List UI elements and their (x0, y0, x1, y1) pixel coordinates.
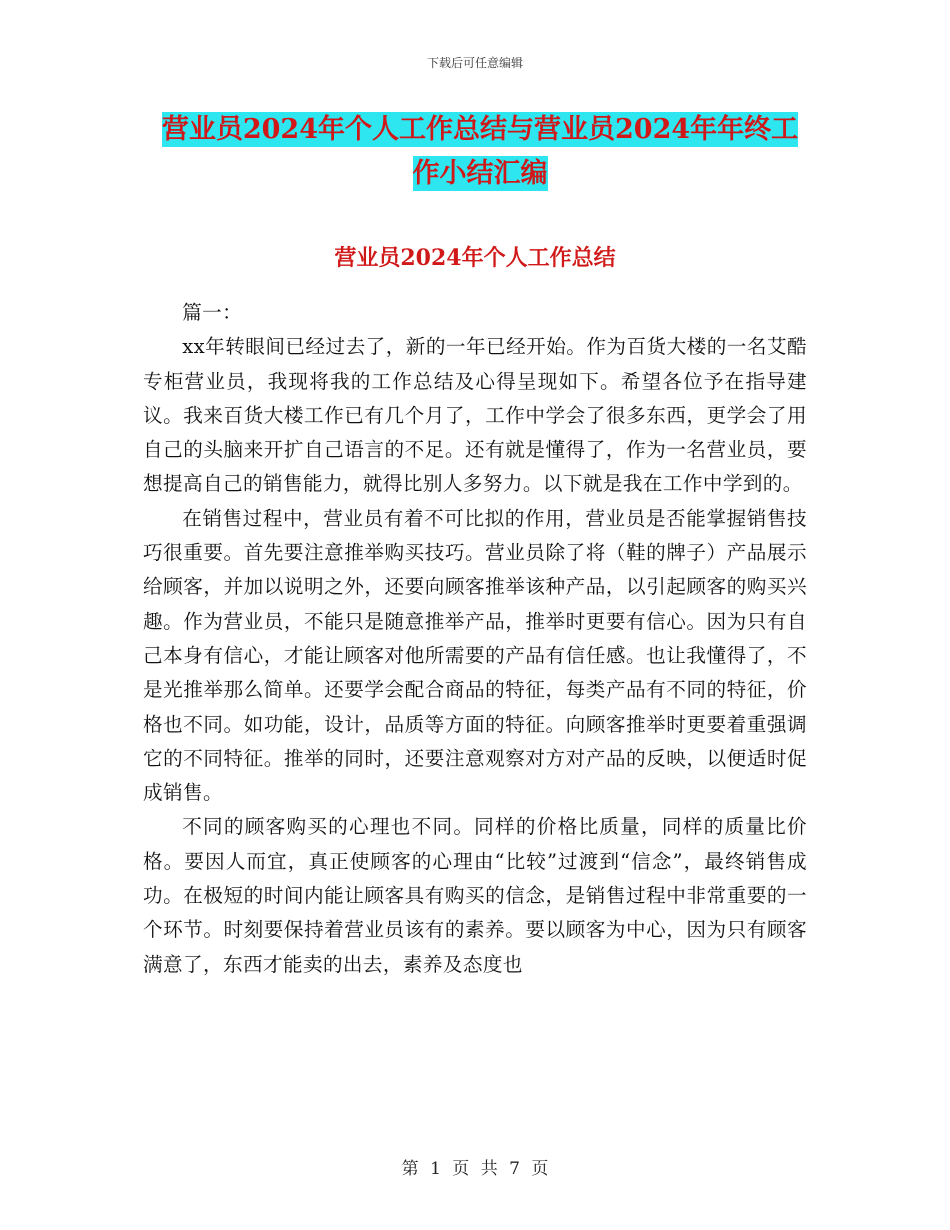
body-text (143, 296, 807, 982)
section-title: 营业员2024年个人工作总结 (334, 245, 616, 271)
title-line-1: 营业员2024年个人工作总结与营业员2024年年终工 (161, 114, 799, 145)
paragraph: 篇一： (182, 301, 243, 324)
paragraph: xx年转眼间已经过去了，新的一年已经开始。作为百货大楼的一名艾酷专柜营业员，我现将我的工作总结及心得呈现如下。希望各位予在指导建议。我来百货大楼工作已有几个月了，工作中学会了很多东西，更学会了用自己的头脑来开扩自己语言的不足。还有就是懂得了，作为一名营业员，要想提高自己的销售能力，就得比别人多努力。以下就是我在工作中学到的。 (143, 335, 807, 496)
header-note: 下载后可任意编辑 (426, 56, 523, 70)
page-footer: 第 1 页 共 7 页 (401, 1159, 549, 1179)
document-title (150, 108, 810, 196)
paragraph: 不同的顾客购买的心理也不同。同样的价格比质量，同样的质量比价格。要因人而宜，真正使顾客的心理由“比较”过渡到“信念”，最终销售成功。在极短的时间内能让顾客具有购买的信念，是销售过程中非常重要的一个环节。时刻要保持着营业员该有的素养。要以顾客为中心，因为只有顾客满意了，东西才能卖的出去，素养及态度也 (143, 815, 807, 976)
title-line-2: 作小结汇编 (412, 158, 548, 189)
paragraph: 在销售过程中，营业员有着不可比拟的作用，营业员是否能掌握销售技巧很重要。首先要注意推举购买技巧。营业员除了将（鞋的牌子）产品展示给顾客，并加以说明之外，还要向顾客推举该种产品，以引起顾客的购买兴趣。作为营业员，不能只是随意推举产品，推举时更要有信心。因为只有自己本身有信心，才能让顾客对他所需要的产品有信任感。也让我懂得了，不是光推举那么简单。还要学会配合商品的特征，每类产品有不同的特征，价格也不同。如功能，设计，品质等方面的特征。向顾客推举时更要着重强调它的不同特征。推举的同时，还要注意观察对方对产品的反映，以便适时促成销售。 (143, 506, 807, 805)
